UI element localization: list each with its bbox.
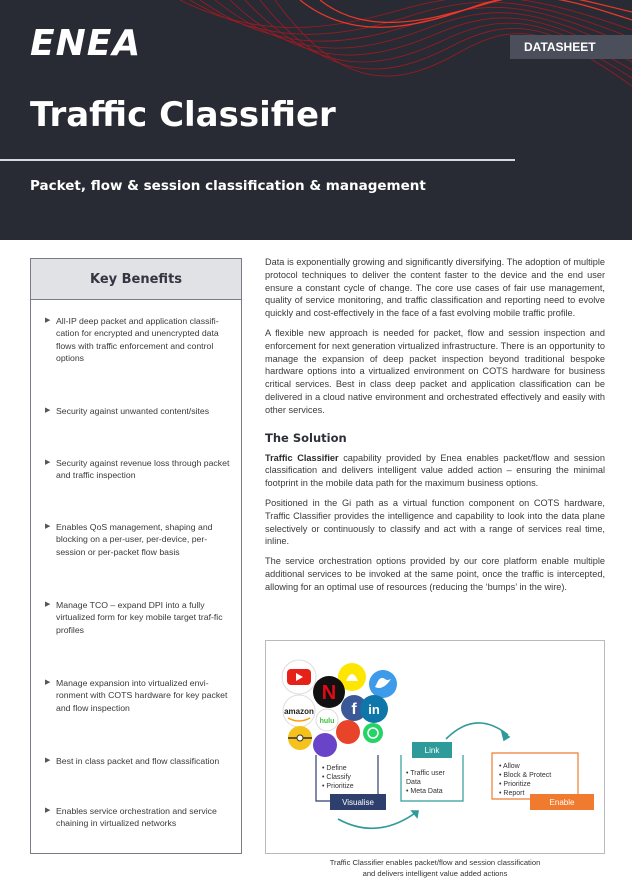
page-title: Traffic Classifier (30, 95, 336, 135)
arrow-link-to-enable (446, 723, 508, 739)
visualise-label: Visualise (342, 798, 374, 807)
benefit-label: All-IP deep packet and application classifi-cation for encrypted and unencrypted data flows with traffic enforcement and control options (56, 316, 219, 364)
solution-diagram (265, 640, 605, 854)
diagram-graphic (266, 641, 604, 853)
subway-game-icon (313, 733, 337, 757)
enable-item: • Block & Protect (499, 772, 552, 779)
benefit-item (45, 521, 231, 558)
visualise-box (316, 755, 386, 810)
caption-line: Traffic Classifier enables packet/flow and session classification (329, 858, 541, 867)
link-item: • Traffic user (406, 770, 445, 777)
enable-item: • Report (499, 790, 525, 797)
solution-paragraph (265, 452, 605, 490)
benefit-item (45, 677, 231, 714)
link-item: Data (406, 779, 421, 786)
linkedin-letter: in (368, 702, 380, 717)
facebook-letter: f (351, 701, 357, 718)
triangle-bullet-icon: ▶ (45, 407, 51, 414)
benefit-item (45, 457, 231, 482)
benefit-label: Security against unwanted content/sites (56, 406, 210, 416)
intro-paragraph: Data is exponentially growing and significantly diversifying. The adoption of multiple protocol techniques to deliver the content faster to the device and the end user ensure a constant cycle of change. The core use cases of fair use management, quality of service monitoring, and traffic classification and reporting need to evolve quickly and cost-effectively in the face of a fast evolving mobile traffic profile. (265, 257, 605, 319)
benefit-label: Enables QoS management, shaping and blocking on a per-user, per-device, per-session or per-packet flow basis (56, 522, 213, 557)
triangle-bullet-icon: ▶ (45, 807, 51, 814)
main-content (265, 256, 605, 601)
key-benefits-box (30, 258, 242, 854)
benefit-label: Manage TCO – expand DPI into a fully virtualized form for key mobile target traf-fic profiles (56, 600, 223, 635)
benefit-item (45, 755, 231, 767)
key-benefits-title: Key Benefits (31, 259, 241, 300)
benefit-label: Best in class packet and flow classification (56, 756, 220, 766)
visualise-item: • Classify (322, 774, 351, 781)
hulu-label: hulu (319, 718, 335, 725)
enable-item: • Allow (499, 763, 520, 770)
orchestration-paragraph: The service orchestration options provided by our core platform enable multiple additional services to be invoked at the same point, once the traffic is intercepted, allowing for an optimal use of resources (reducing the ‘bumps’ in the wire). (265, 556, 605, 592)
title-divider (0, 159, 515, 161)
solution-text: capability provided by Enea enables packet/flow and session classification and delivers intelligent value added action – ensuring the minimal footprint in the mobile data path for the maximum business options. (265, 452, 605, 489)
benefit-item (45, 805, 231, 830)
datasheet-badge: DATASHEET (510, 35, 632, 59)
triangle-bullet-icon: ▶ (45, 757, 51, 764)
triangle-bullet-icon: ▶ (45, 523, 51, 530)
benefit-label: Security against revenue loss through packet and traffic inspection (56, 458, 230, 481)
solution-heading: The Solution (265, 430, 347, 445)
triangle-bullet-icon: ▶ (45, 317, 51, 324)
positioning-paragraph: Positioned in the Gi path as a virtual function component on COTS hardware, Traffic Classifier provides the intelligence and capability to look into the data plane selectively or continuously to classify and act with a range of services real time, inline. (265, 497, 605, 547)
whatsapp-icon (363, 723, 383, 743)
benefit-item (45, 405, 231, 417)
triangle-bullet-icon: ▶ (45, 679, 51, 686)
visualise-item: • Define (322, 765, 347, 772)
arrow-visualise-to-link (338, 811, 418, 828)
triangle-bullet-icon: ▶ (45, 601, 51, 608)
benefit-label: Manage expansion into virtualized envi-ronment with COTS hardware for key packet and flow inspection (56, 678, 228, 713)
visualise-item: • Prioritize (322, 783, 354, 790)
header-banner (0, 0, 632, 240)
enable-item: • Prioritize (499, 781, 531, 788)
link-item: • Meta Data (406, 788, 443, 795)
benefit-item (45, 315, 231, 365)
amazon-label: amazon (284, 707, 314, 716)
approach-paragraph: A flexible new approach is needed for packet, flow and session inspection and enforcement for next generation virtualized infrastructure. There is an opportunity to manage the expansion of deep packet inspection beyond traditional bespoke hardware options into a virtualized environment on COTS hardware for business critical services. Best in class deep packet and application classification can be delivered in a cloud native environment and orchestrated effectively and easily with other services. (265, 327, 605, 415)
enable-box (492, 753, 594, 810)
benefit-item (45, 599, 231, 636)
link-label: Link (424, 746, 440, 755)
enable-label: Enable (549, 798, 575, 807)
link-box (401, 742, 463, 801)
product-name: Traffic Classifier (265, 452, 339, 463)
figure-caption (265, 858, 605, 879)
caption-line: and delivers intelligent value added actions (362, 868, 508, 878)
app-logo-cluster (282, 660, 397, 757)
netflix-letter: N (321, 682, 337, 704)
triangle-bullet-icon: ▶ (45, 459, 51, 466)
page-subtitle: Packet, flow & session classification & management (30, 178, 426, 194)
enea-logo: ENEA (30, 23, 142, 64)
benefit-label: Enables service orchestration and service chaining in virtualized networks (56, 806, 217, 829)
game-app-icon (336, 720, 360, 744)
